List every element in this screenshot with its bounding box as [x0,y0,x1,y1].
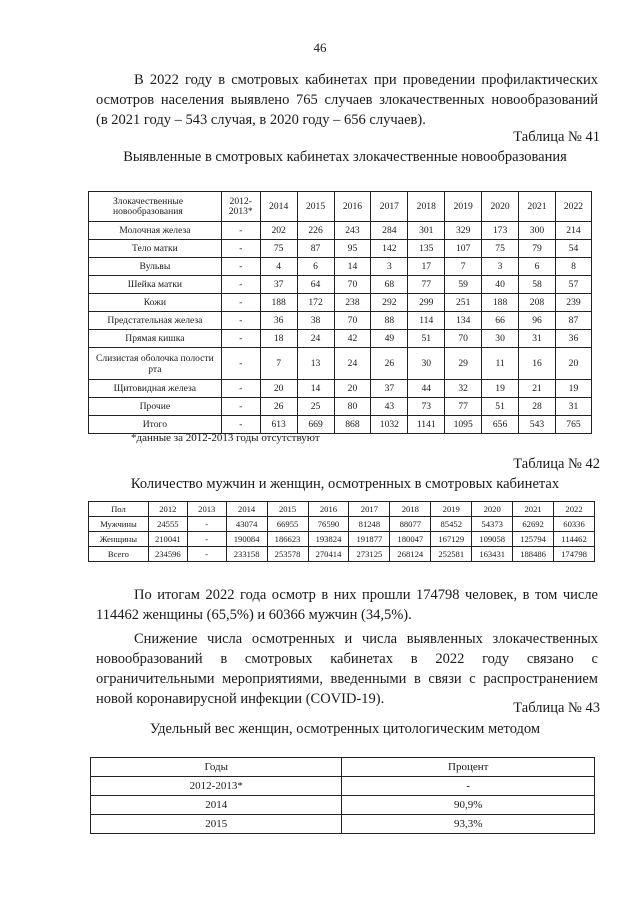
table41-cell: - [221,240,260,258]
summary-line: 114462 женщины (65,5%) и 60366 мужчин (34,5%). [96,607,412,623]
table42-header-cell: 2021 [513,502,554,517]
table41-cell: Итого [89,416,222,434]
table42-cell: Всего [89,547,149,562]
table41-row [89,380,592,398]
table41-cell: 88 [371,312,408,330]
table42-cell: 253578 [267,547,308,562]
table41-cell: 142 [371,240,408,258]
table41-cell: 21 [519,380,556,398]
table42-cell: Мужчины [89,517,149,532]
table42-cell: 60336 [554,517,595,532]
table42-cell: 186623 [267,532,308,547]
table41-cell: - [221,398,260,416]
page-number: 46 [313,40,327,55]
table41-cell: 329 [445,222,482,240]
table41-cell: 79 [519,240,556,258]
table41-cell: 29 [445,348,482,380]
table41-cell: 4 [260,258,297,276]
table42-cell: 268124 [390,547,431,562]
table43-label: Таблица № 43 [513,700,600,716]
table41-cell: 239 [555,294,591,312]
table42-cell: 270414 [308,547,349,562]
table42-cell: 193824 [308,532,349,547]
table42-cell: 85452 [431,517,472,532]
table41-header-cell: 2020 [482,192,519,222]
table42-cell: 125794 [513,532,554,547]
table41-cell: 75 [482,240,519,258]
table41-cell: 299 [408,294,445,312]
table41-cell: 243 [334,222,371,240]
table41-cell: 6 [297,258,334,276]
table41-cell: 40 [482,276,519,294]
table41-cell: 543 [519,416,556,434]
table41-header-cell: 2014 [260,192,297,222]
table42-cell: 210041 [148,532,187,547]
table42-title: Количество мужчин и женщин, осмотренных в смотровых кабинетах [130,476,560,492]
table41-cell: Прямая кишка [89,330,222,348]
table41 [88,191,592,434]
table42-cell: 190084 [226,532,267,547]
table41-cell: 70 [334,276,371,294]
table41-cell: 37 [260,276,297,294]
table41-cell: 32 [445,380,482,398]
table41-cell: 80 [334,398,371,416]
table42-label: Таблица № 42 [513,456,600,472]
table41-cell: 19 [555,380,591,398]
table41-cell: 51 [482,398,519,416]
table41-cell: 77 [445,398,482,416]
table41-cell: 208 [519,294,556,312]
table42-header-cell: Пол [89,502,149,517]
table41-cell: 188 [260,294,297,312]
table41-cell: 73 [408,398,445,416]
table41-cell: Предстательная железа [89,312,222,330]
table41-cell: 66 [482,312,519,330]
table42-header-cell: 2020 [472,502,513,517]
table41-cell: 238 [334,294,371,312]
table41-cell: 24 [334,348,371,380]
table41-cell: 14 [334,258,371,276]
table42-cell: 88077 [390,517,431,532]
table41-cell: 16 [519,348,556,380]
table41-cell: 77 [408,276,445,294]
table41-row [89,416,592,434]
table41-cell: 30 [482,330,519,348]
table41-cell: 3 [482,258,519,276]
table41-cell: 1095 [445,416,482,434]
table42-cell: 163431 [472,547,513,562]
table42-header-cell: 2012 [148,502,187,517]
table43-header-cell: Процент [342,758,595,777]
table41-header-cell: 2015 [297,192,334,222]
table41-cell: 70 [445,330,482,348]
table42-cell: 43074 [226,517,267,532]
table41-row [89,330,592,348]
decline-line: новой коронавирусной инфекции (COVID-19). [96,691,385,707]
intro-paragraph [96,70,598,130]
table42-cell: 66955 [267,517,308,532]
table41-cell: 38 [297,312,334,330]
table41-cell: 8 [555,258,591,276]
table41-cell: 188 [482,294,519,312]
table41-cell: 284 [371,222,408,240]
table41-cell: - [221,222,260,240]
table41-cell: Кожи [89,294,222,312]
table42-header-cell: 2017 [349,502,390,517]
table41-header-cell: 2016 [334,192,371,222]
table43-row [91,815,595,834]
table41-cell: 765 [555,416,591,434]
table41-cell: 173 [482,222,519,240]
table41-cell: 87 [555,312,591,330]
table43-header-row [91,758,595,777]
table42-cell: 76590 [308,517,349,532]
table41-cell: 114 [408,312,445,330]
table41-cell: Прочие [89,398,222,416]
table41-header-cell: 2018 [408,192,445,222]
table41-cell: - [221,276,260,294]
table42-row [89,532,595,547]
table41-cell: 202 [260,222,297,240]
table41-cell: 20 [260,380,297,398]
table41-cell: 1141 [408,416,445,434]
decline-paragraph [96,629,598,709]
table42-cell: 188486 [513,547,554,562]
table41-cell: Вульвы [89,258,222,276]
table41-cell: Молочная железа [89,222,222,240]
intro-line: (в 2021 году – 543 случая, в 2020 году – 656 случаев). [96,112,426,128]
intro-line: осмотров населения выявлено 765 случаев злокачественных новообразований [96,92,598,108]
table43-row [91,796,595,815]
table41-cell: 17 [408,258,445,276]
table41-cell: 656 [482,416,519,434]
table41-cell: 43 [371,398,408,416]
table42-cell: 233158 [226,547,267,562]
table41-cell: - [221,348,260,380]
table41-cell: 59 [445,276,482,294]
table41-row [89,294,592,312]
table42-cell: 62692 [513,517,554,532]
table41-cell: 37 [371,380,408,398]
table42-cell: - [187,532,226,547]
table43-row [91,777,595,796]
table41-cell: 172 [297,294,334,312]
table42-cell: 234596 [148,547,187,562]
table41-cell: 301 [408,222,445,240]
table41-row [89,398,592,416]
table43-cell: - [342,777,595,796]
table41-cell: 57 [555,276,591,294]
table41-cell: Шейка матки [89,276,222,294]
table41-cell: - [221,312,260,330]
table43-cell: 2015 [91,815,342,834]
decline-line: Снижение числа осмотренных и числа выявленных злокачественных [134,631,598,647]
table41-cell: 58 [519,276,556,294]
table41-cell: 11 [482,348,519,380]
table41-header-cell: Злокачественные новообразования [89,192,222,222]
table41-cell: 96 [519,312,556,330]
table41-row [89,276,592,294]
intro-line: В 2022 году в смотровых кабинетах при проведении профилактических [134,72,598,88]
table41-row [89,240,592,258]
table41-cell: 134 [445,312,482,330]
table41-cell: 28 [519,398,556,416]
table41-cell: 25 [297,398,334,416]
table42-header-cell: 2019 [431,502,472,517]
table42-row [89,547,595,562]
table41-cell: Слизистая оболочка полости рта [89,348,222,380]
table41-cell: - [221,258,260,276]
table41-header-cell: 2021 [519,192,556,222]
summary-paragraph [96,585,598,625]
table41-cell: 49 [371,330,408,348]
table42-cell: 167129 [431,532,472,547]
table42-cell: 273125 [349,547,390,562]
table41-cell: 613 [260,416,297,434]
table41-cell: 95 [334,240,371,258]
table42-cell: - [187,517,226,532]
table42-row [89,517,595,532]
table41-label: Таблица № 41 [513,129,600,145]
table42-cell: 81248 [349,517,390,532]
table42 [88,501,595,562]
table41-cell: 18 [260,330,297,348]
table41-row [89,222,592,240]
table41-cell: - [221,330,260,348]
table42-header-cell: 2022 [554,502,595,517]
table41-cell: 292 [371,294,408,312]
table42-cell: - [187,547,226,562]
table41-cell: 31 [519,330,556,348]
table41-header-cell: 2022 [555,192,591,222]
table42-header-cell: 2018 [390,502,431,517]
table41-header-cell: 2019 [445,192,482,222]
table42-header-cell: 2016 [308,502,349,517]
table41-cell: 19 [482,380,519,398]
table41-cell: - [221,294,260,312]
table41-footnote: *данные за 2012-2013 годы отсутствуют [131,432,320,444]
table41-cell: 44 [408,380,445,398]
table42-header-row [89,502,595,517]
table41-title: Выявленные в смотровых кабинетах злокачественные новообразования [123,149,567,165]
table41-cell: 226 [297,222,334,240]
table42-cell: 114462 [554,532,595,547]
table42-header-cell: 2013 [187,502,226,517]
table42-cell: 109058 [472,532,513,547]
table42-header-cell: 2015 [267,502,308,517]
table41-header-row [89,192,592,222]
table41-cell: - [221,380,260,398]
table41-cell: 13 [297,348,334,380]
table41-cell: Щитовидная железа [89,380,222,398]
table42-cell: 54373 [472,517,513,532]
table41-cell: 669 [297,416,334,434]
table41-cell: 26 [371,348,408,380]
table41-row [89,348,592,380]
table41-cell: 107 [445,240,482,258]
table41-cell: 214 [555,222,591,240]
table41-header-cell: 2012-2013* [221,192,260,222]
table42-cell: 252581 [431,547,472,562]
table43 [90,757,595,834]
table43-cell: 2012-2013* [91,777,342,796]
table41-cell: 20 [334,380,371,398]
table41-header-cell: 2017 [371,192,408,222]
table41-cell: 36 [555,330,591,348]
table41-cell: - [221,416,260,434]
table41-cell: Тело матки [89,240,222,258]
table41-cell: 68 [371,276,408,294]
table42-cell: 24555 [148,517,187,532]
table41-cell: 14 [297,380,334,398]
table41-cell: 1032 [371,416,408,434]
table41-cell: 51 [408,330,445,348]
table43-cell: 2014 [91,796,342,815]
table43-cell: 93,3% [342,815,595,834]
table42-cell: 180047 [390,532,431,547]
table42-cell: 174798 [554,547,595,562]
table42-cell: 191877 [349,532,390,547]
table41-cell: 300 [519,222,556,240]
table41-cell: 30 [408,348,445,380]
table41-cell: 3 [371,258,408,276]
table41-cell: 251 [445,294,482,312]
decline-line: новообразований в смотровых кабинетах в 2022 году связано с [96,651,598,667]
table41-cell: 7 [260,348,297,380]
table41-cell: 54 [555,240,591,258]
table43-title: Удельный вес женщин, осмотренных цитологическим методом [149,721,541,737]
table41-cell: 20 [555,348,591,380]
table41-cell: 26 [260,398,297,416]
table41-cell: 75 [260,240,297,258]
table41-cell: 64 [297,276,334,294]
table41-row [89,258,592,276]
table41-cell: 6 [519,258,556,276]
table41-cell: 24 [297,330,334,348]
table43-header-cell: Годы [91,758,342,777]
decline-line: ограничительными мероприятиями, введенными в связи с распространением [96,671,598,687]
table41-row [89,312,592,330]
table41-cell: 87 [297,240,334,258]
table42-cell: Женщины [89,532,149,547]
summary-line: По итогам 2022 года осмотр в них прошли 174798 человек, в том числе [134,587,598,603]
table43-cell: 90,9% [342,796,595,815]
table41-cell: 868 [334,416,371,434]
table42-header-cell: 2014 [226,502,267,517]
table41-cell: 31 [555,398,591,416]
table41-cell: 70 [334,312,371,330]
table41-cell: 42 [334,330,371,348]
table41-cell: 36 [260,312,297,330]
table41-cell: 7 [445,258,482,276]
table41-cell: 135 [408,240,445,258]
